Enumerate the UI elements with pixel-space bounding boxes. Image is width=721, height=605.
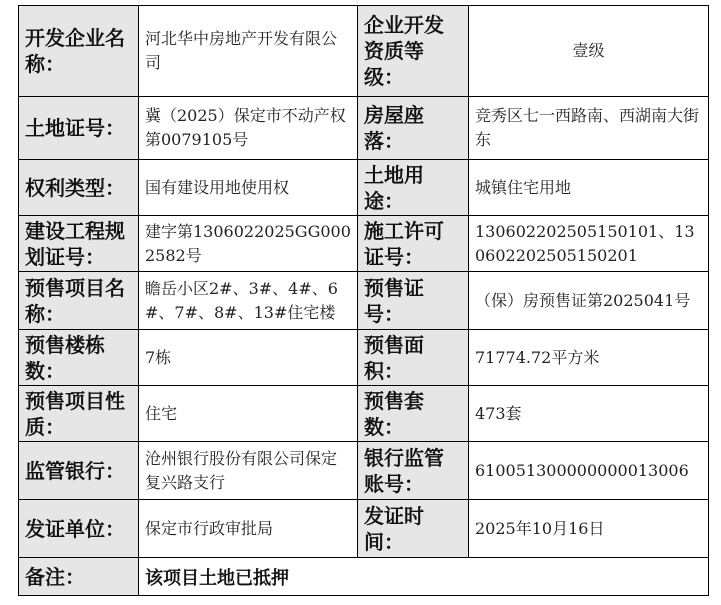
developer-name-value: 河北华中房地产开发有限公司 (139, 6, 358, 97)
bank-label: 监管银行： (19, 442, 139, 500)
table-row (19, 558, 709, 596)
presale-area-value: 71774.72平方米 (469, 330, 709, 386)
presale-area-label: 预售面积： (358, 330, 469, 386)
project-name-value: 瞻岳小区2#、3#、4#、6#、7#、8#、13#住宅楼 (139, 272, 358, 330)
table-row (19, 6, 709, 97)
building-count-label: 预售楼栋数： (19, 330, 139, 386)
issue-date-label: 发证时间： (358, 500, 469, 558)
table-row (19, 272, 709, 330)
developer-name-label: 开发企业名称： (19, 6, 139, 97)
unit-count-label: 预售套数： (358, 386, 469, 442)
note-label: 备注： (19, 558, 139, 596)
qualification-level-value: 壹级 (469, 6, 709, 97)
building-count-value: 7栋 (139, 330, 358, 386)
right-type-label: 权利类型： (19, 160, 139, 216)
project-nature-label: 预售项目性质： (19, 386, 139, 442)
presale-cert-label: 预售证号： (358, 272, 469, 330)
unit-count-value: 473套 (469, 386, 709, 442)
construction-permit-value: 130602202505150101、130602202505150201 (469, 216, 709, 272)
planning-permit-value: 建字第1306022025GG0002582号 (139, 216, 358, 272)
presale-permit-table (18, 5, 709, 596)
qualification-level-label: 企业开发资质等级： (358, 6, 469, 97)
location-value: 竞秀区七一西路南、西湖南大街东 (469, 97, 709, 160)
table-row (19, 160, 709, 216)
land-cert-value: 冀（2025）保定市不动产权第0079105号 (139, 97, 358, 160)
table-row (19, 330, 709, 386)
note-value: 该项目土地已抵押 (139, 558, 709, 596)
table-row (19, 500, 709, 558)
land-use-value: 城镇住宅用地 (469, 160, 709, 216)
land-cert-label: 土地证号： (19, 97, 139, 160)
land-use-label: 土地用途： (358, 160, 469, 216)
presale-cert-value: （保）房预售证第2025041号 (469, 272, 709, 330)
issuer-value: 保定市行政审批局 (139, 500, 358, 558)
right-type-value: 国有建设用地使用权 (139, 160, 358, 216)
project-nature-value: 住宅 (139, 386, 358, 442)
bank-value: 沧州银行股份有限公司保定复兴路支行 (139, 442, 358, 500)
issuer-label: 发证单位： (19, 500, 139, 558)
table-row (19, 97, 709, 160)
table-row (19, 216, 709, 272)
location-label: 房屋座落： (358, 97, 469, 160)
table-row (19, 442, 709, 500)
bank-account-value: 610051300000000013006 (469, 442, 709, 500)
project-name-label: 预售项目名称： (19, 272, 139, 330)
issue-date-value: 2025年10月16日 (469, 500, 709, 558)
bank-account-label: 银行监管账号： (358, 442, 469, 500)
table-row (19, 386, 709, 442)
construction-permit-label: 施工许可证号： (358, 216, 469, 272)
planning-permit-label: 建设工程规划证号： (19, 216, 139, 272)
